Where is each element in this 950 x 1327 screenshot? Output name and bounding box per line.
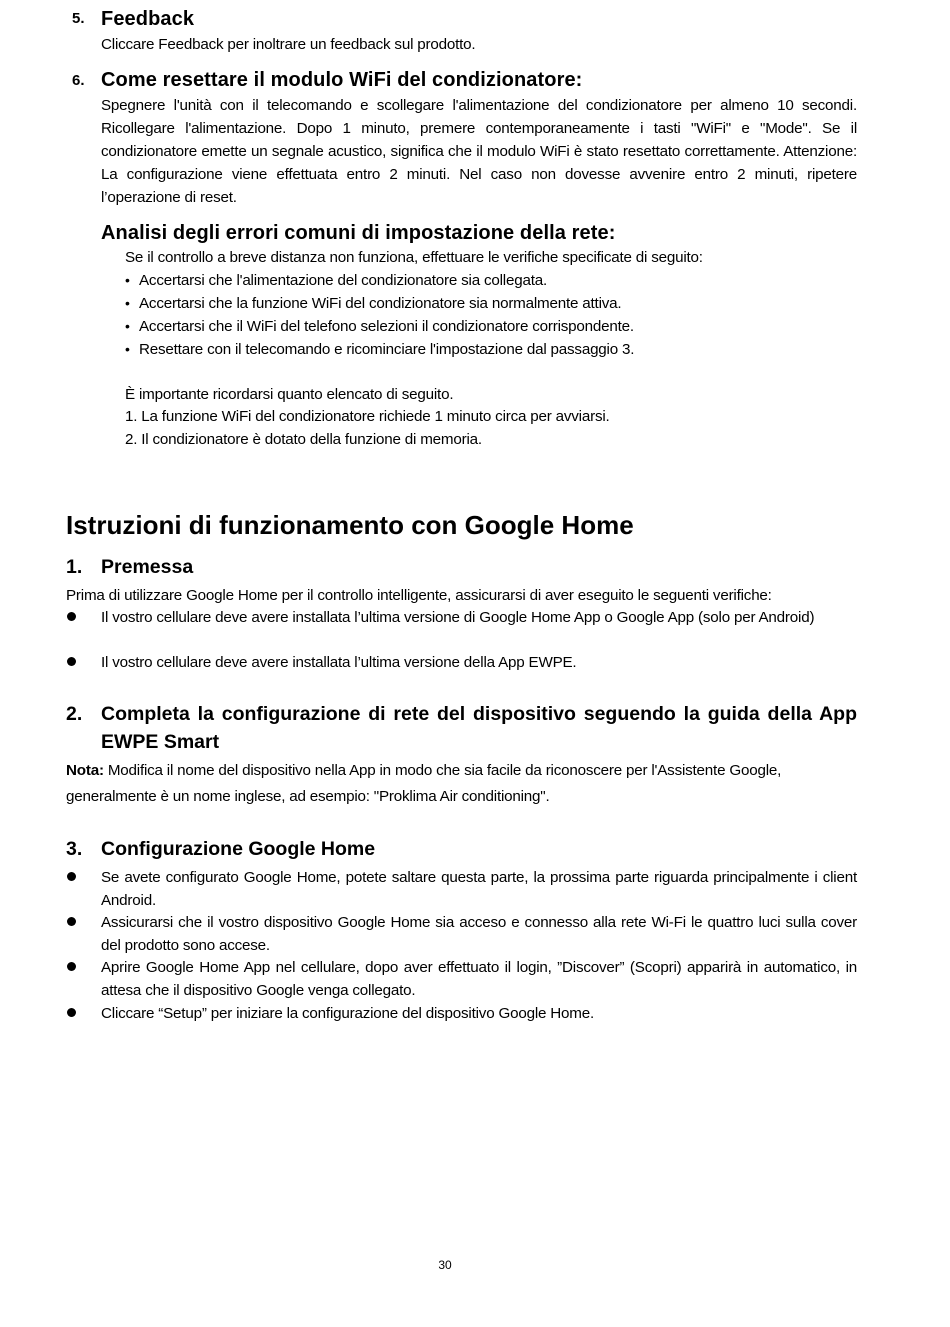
analysis-title: Analisi degli errori comuni di impostazione della rete:	[101, 222, 616, 244]
g2-title: Completa la configurazione di rete del dispositivo seguendo la guida della App EWPE Smart	[101, 703, 857, 753]
section-5-title: Feedback	[101, 8, 195, 30]
g1-intro: Prima di utilizzare Google Home per il controllo intelligente, assicurarsi di aver eseguito le seguenti verifiche:	[66, 587, 772, 604]
bullet-icon	[67, 612, 76, 621]
g3-bullet-3: Aprire Google Home App nel cellulare, dopo aver effettuato il login, ”Discover” (Scopri) apparirà in automatico, in attesa che il dispositivo Google venga collegato.	[101, 959, 857, 999]
section-5-text: Cliccare Feedback per inoltrare un feedback sul prodotto.	[101, 36, 476, 53]
analysis-note-1: 1. La funzione WiFi del condizionatore richiede 1 minuto circa per avviarsi.	[125, 408, 610, 425]
bullet-icon	[67, 872, 76, 881]
g3-bullet-1: Se avete configurato Google Home, potete saltare questa parte, la prossima parte riguarda principalmente i client Android.	[101, 869, 857, 909]
g2-number: 2.	[66, 703, 83, 725]
list-item-text: Accertarsi che il WiFi del telefono selezioni il condizionatore corrispondente.	[139, 318, 634, 335]
g2-note-text: Modifica il nome del dispositivo nella App in modo che sia facile da riconoscere per l'Assistente Google, generalmente è un nome inglese, ad esempio: "Proklima Air conditioning".	[66, 762, 782, 805]
analysis-important: È importante ricordarsi quanto elencato di seguito.	[125, 386, 454, 403]
bullet-icon: •	[125, 295, 130, 311]
list-item	[125, 338, 860, 361]
analysis-note-2: 2. Il condizionatore è dotato della funzione di memoria.	[125, 431, 482, 448]
bullet-icon	[67, 962, 76, 971]
analysis-bullet-list	[125, 269, 860, 361]
analysis-intro: Se il controllo a breve distanza non funziona, effettuare le verifiche specificate di seguito:	[125, 249, 703, 266]
section-6-title: Come resettare il modulo WiFi del condizionatore:	[101, 69, 583, 91]
bullet-icon	[67, 917, 76, 926]
g1-bullet-1: Il vostro cellulare deve avere installata l’ultima versione di Google Home App o Google App (solo per Android)	[101, 609, 815, 626]
list-item-text: Resettare con il telecomando e ricominciare l'impostazione dal passaggio 3.	[139, 341, 635, 358]
g3-title: Configurazione Google Home	[101, 838, 376, 860]
g1-bullet-2: Il vostro cellulare deve avere installata l’ultima versione della App EWPE.	[101, 654, 577, 671]
google-home-title: Istruzioni di funzionamento con Google Home	[66, 510, 634, 540]
bullet-icon: •	[125, 272, 130, 288]
list-item-text: Accertarsi che la funzione WiFi del condizionatore sia normalmente attiva.	[139, 295, 622, 312]
g1-number: 1.	[66, 556, 83, 578]
bullet-icon: •	[125, 341, 130, 357]
section-6-number: 6.	[72, 72, 85, 89]
bullet-icon	[67, 657, 76, 666]
section-5-number: 5.	[72, 10, 85, 27]
bullet-icon: •	[125, 318, 130, 334]
section-6-text: Spegnere l'unità con il telecomando e scollegare l'alimentazione del condizionatore per almeno 10 secondi. Ricollegare l'alimentazione. Dopo 1 minuto, premere contemporaneamente i tasti "WiFi" e "Mode". Se il condizionatore emette un segnale acustico, significa che il modulo WiFi è stato resettato correttamente. Attenzione: La configurazione viene effettuata entro 2 minuti. Nel caso non dovesse avvenire entro 2 minuti, ripetere l’operazione di reset.	[101, 97, 857, 206]
g2-note	[66, 758, 861, 810]
bullet-icon	[67, 1008, 76, 1017]
page-number: 30	[438, 1258, 452, 1272]
list-item-text: Accertarsi che l'alimentazione del condizionatore sia collegata.	[139, 272, 547, 289]
g3-number: 3.	[66, 838, 83, 860]
list-item	[125, 269, 860, 292]
g3-bullet-4: Cliccare “Setup” per iniziare la configurazione del dispositivo Google Home.	[101, 1005, 594, 1022]
g1-title: Premessa	[101, 556, 194, 578]
list-item	[125, 292, 860, 315]
g3-bullet-2: Assicurarsi che il vostro dispositivo Google Home sia acceso e connesso alla rete Wi-Fi le quattro luci sulla cover del prodotto sono accese.	[101, 914, 857, 954]
g2-note-label: Nota:	[66, 762, 104, 779]
list-item	[125, 315, 860, 338]
